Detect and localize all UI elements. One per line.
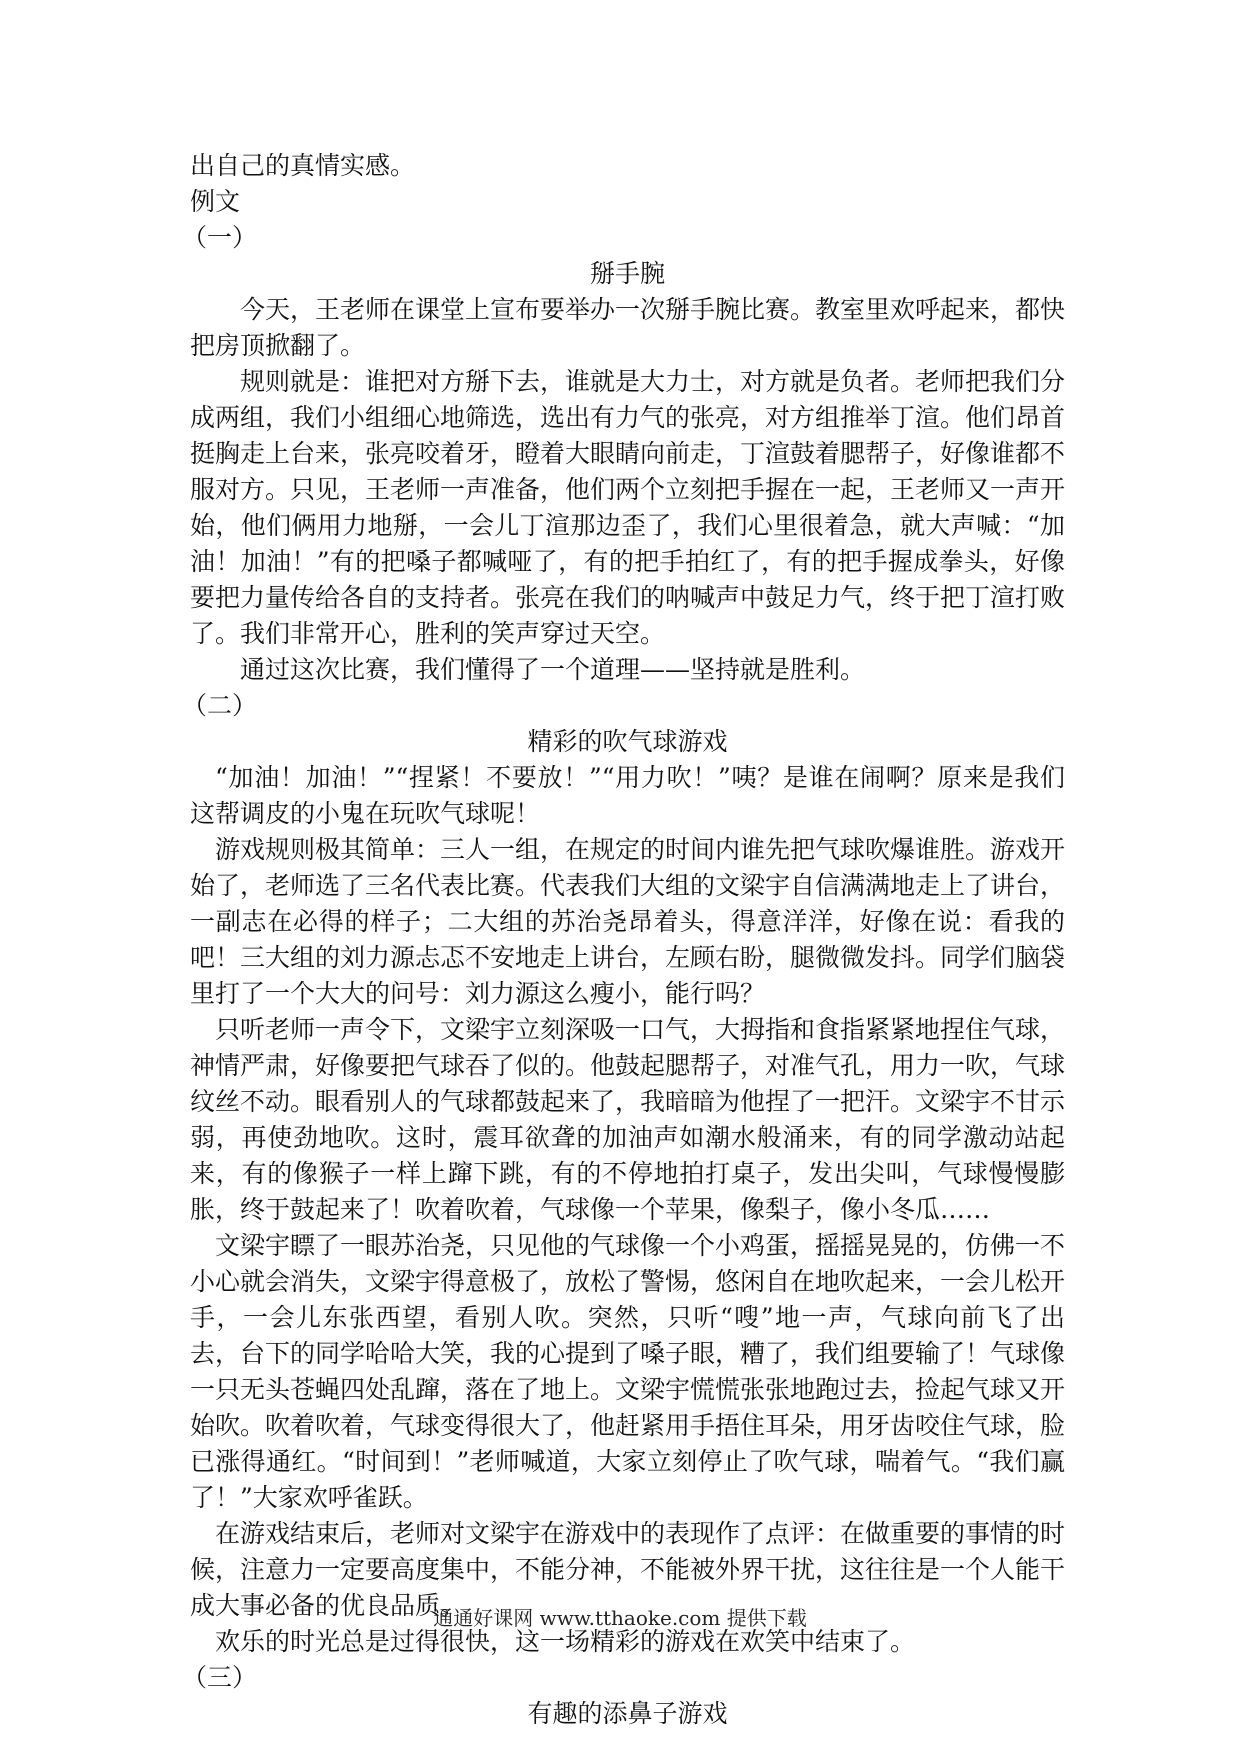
essay-paragraph: 游戏规则极其简单：三人一组，在规定的时间内谁先把气球吹爆谁胜。游戏开始了，老师选了三名代表比赛。代表我们大组的文梁宇自信满满地走上了讲台，一副志在必得的样子；二大组的苏治尧昂着头，得意洋洋，好像在说：看我的吧！三大组的刘力源忐忑不安地走上讲台，左顾右盼，腿微微发抖。同学们脑袋里打了一个大大的问号：刘力源这么瘦小，能行吗？ xyxy=(190,835,1066,1008)
intro-continuation: 出自己的真情实感。 xyxy=(190,151,416,180)
essay-marker: （一） xyxy=(182,223,258,252)
essay-paragraph: 规则就是：谁把对方掰下去，谁就是大力士，对方就是负者。老师把我们分成两组，我们小组细心地筛选，选出有力气的张亮，对方组推举丁渲。他们昂首挺胸走上台来，张亮咬着牙，瞪着大眼睛向前走，丁渲鼓着腮帮子，好像谁都不服对方。只见，王老师一声准备，他们两个立刻把手握在一起，王老师又一声开始，他们俩用力地掰，一会儿丁渲那边歪了，我们心里很着急，就大声喊：“加油！加油！”有的把嗓子都喊哑了，有的把手拍红了，有的把手握成拳头，好像要把力量传给各自的支持者。张亮在我们的呐喊声中鼓足力气，终于把丁渲打败了。我们非常开心，胜利的笑声穿过天空。 xyxy=(190,367,1066,648)
document-body xyxy=(182,148,1066,1732)
essay-paragraph: “加油！加油！”“捏紧！不要放！”“用力吹！”咦？是谁在闹啊？原来是我们这帮调皮的小鬼在玩吹气球呢！ xyxy=(190,763,1065,828)
essay-title: 有趣的添鼻子游戏 xyxy=(527,1699,728,1728)
essay-paragraph: 今天，王老师在课堂上宣布要举办一次掰手腕比赛。教室里欢呼起来，都快把房顶掀翻了。 xyxy=(190,295,1066,360)
essay-title: 精彩的吹气球游戏 xyxy=(527,727,728,756)
essay-paragraph: 文梁宇瞟了一眼苏治尧，只见他的气球像一个小鸡蛋，摇摇晃晃的，仿佛一不小心就会消失，文梁宇得意极了，放松了警惕，悠闲自在地吹起来，一会儿松开手，一会儿东张西望，看别人吹。突然，只听“嗖”地一声，气球向前飞了出去，台下的同学哈哈大笑，我的心提到了嗓子眼，糟了，我们组要输了！气球像一只无头苍蝇四处乱蹿，落在了地上。文梁宇慌慌张张地跑过去，捡起气球又开始吹。吹着吹着，气球变得很大了，他赶紧用手捂住耳朵，用牙齿咬住气球，脸已涨得通红。“时间到！”老师喊道，大家立刻停止了吹气球，喘着气。“我们赢了！”大家欢呼雀跃。 xyxy=(190,1231,1066,1512)
essay-paragraph: 欢乐的时光总是过得很快，这一场精彩的游戏在欢笑中结束了。 xyxy=(215,1627,916,1656)
essay-title: 掰手腕 xyxy=(589,259,665,288)
page-footer: 通通好课网 www.tthaoke.com 提供下载 xyxy=(433,1606,807,1630)
essay-marker: （三） xyxy=(182,1663,258,1692)
essay-paragraph: 在游戏结束后，老师对文梁宇在游戏中的表现作了点评：在做重要的事情的时候，注意力一定要高度集中，不能分神，不能被外界干扰，这往往是一个人能干成大事必备的优良品质。 xyxy=(190,1519,1066,1620)
essay-marker: （二） xyxy=(182,691,258,720)
essay-paragraph: 只听老师一声令下，文梁宇立刻深吸一口气，大拇指和食指紧紧地捏住气球，神情严肃，好像要把气球吞了似的。他鼓起腮帮子，对准气孔，用力一吹，气球纹丝不动。眼看别人的气球都鼓起来了，我暗暗为他捏了一把汗。文梁宇不甘示弱，再使劲地吹。这时，震耳欲聋的加油声如潮水般涌来，有的同学激动站起来，有的像猴子一样上蹿下跳，有的不停地拍打桌子，发出尖叫，气球慢慢膨胀，终于鼓起来了！吹着吹着，气球像一个苹果，像梨子，像小冬瓜…… xyxy=(190,1015,1066,1224)
essay-paragraph: 通过这次比赛，我们懂得了一个道理——坚持就是胜利。 xyxy=(240,655,866,684)
example-label: 例文 xyxy=(190,187,241,216)
